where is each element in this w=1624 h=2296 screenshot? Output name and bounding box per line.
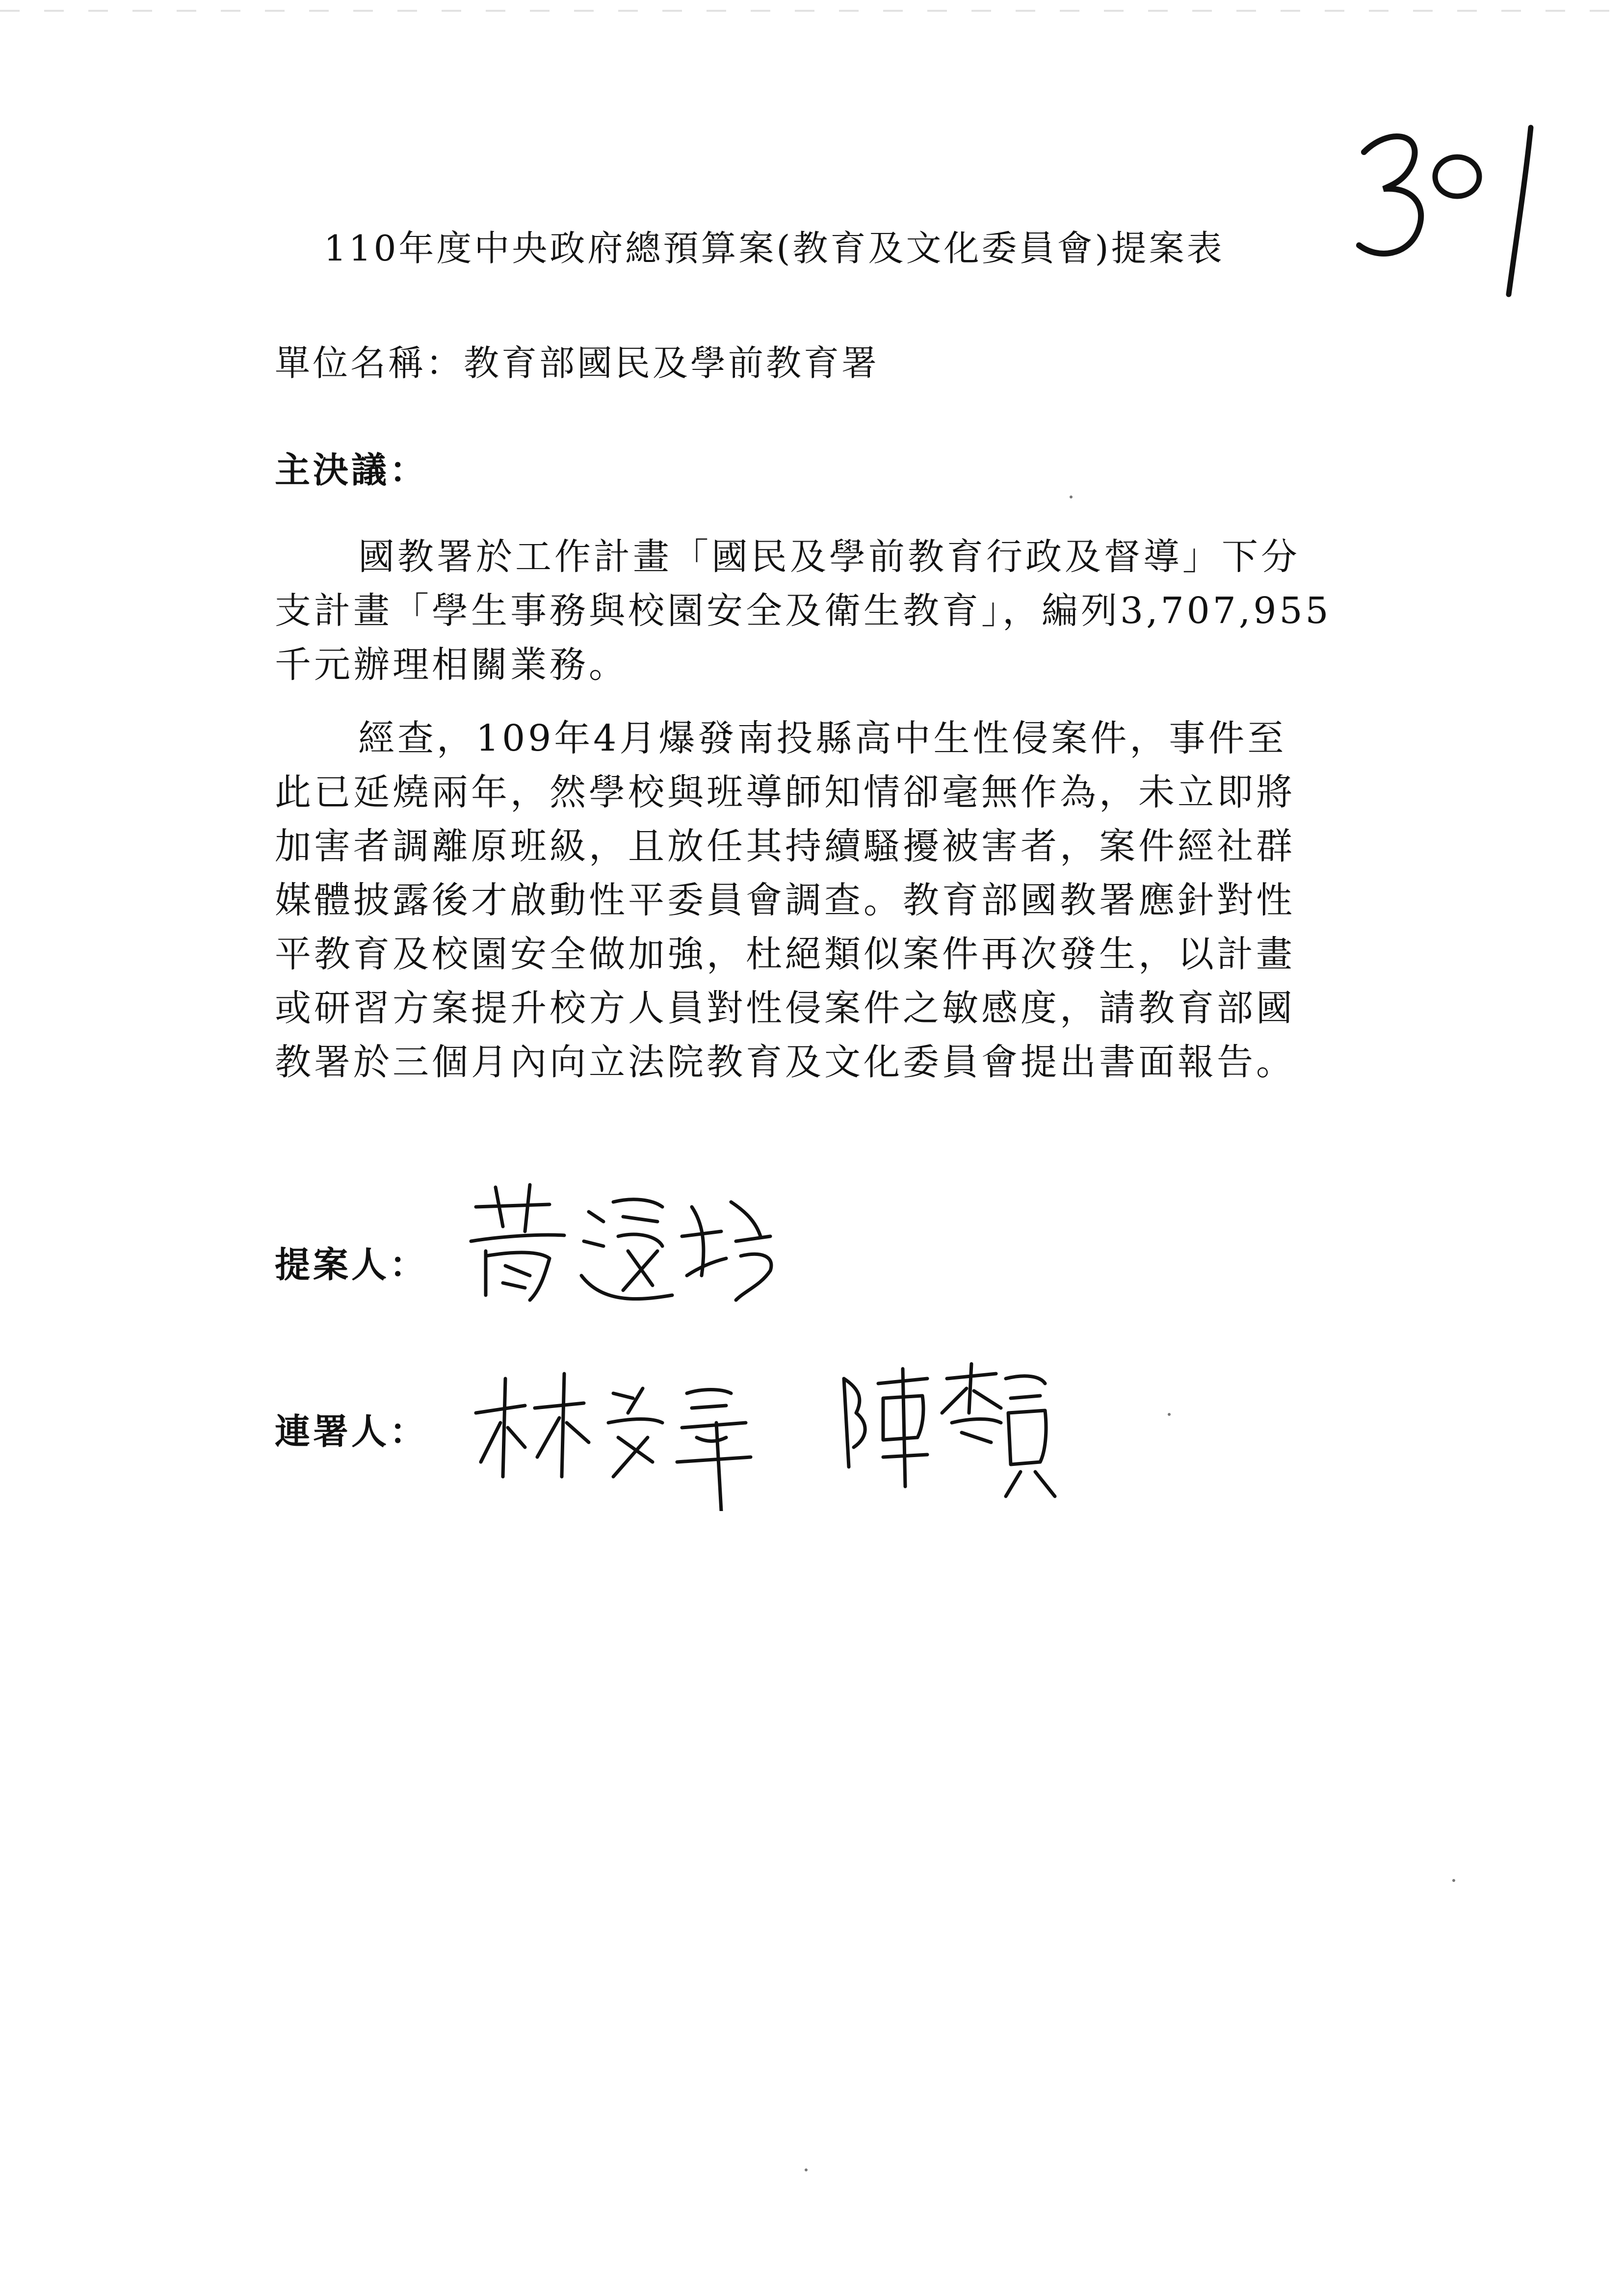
main-resolution-heading: 主決議： xyxy=(275,449,428,491)
proposer-label: 提案人： xyxy=(275,1244,428,1285)
paragraph-line: 支計畫「學生事務與校園安全及衛生教育」，編列3,707,955 xyxy=(275,590,1332,632)
scan-speck xyxy=(805,2168,808,2171)
document-title: 110年度中央政府總預算案(教育及文化委員會)提案表 xyxy=(324,228,1225,269)
paragraph-line: 國教署於工作計畫「國民及學前教育行政及督導」下分 xyxy=(358,536,1300,578)
paragraph-line: 教署於三個月內向立法院教育及文化委員會提出書面報告。 xyxy=(275,1041,1295,1083)
unit-name-value: 教育部國民及學前教育署 xyxy=(464,342,880,384)
resolution-paragraph-1 xyxy=(275,530,1374,692)
unit-name-label: 單位名稱： xyxy=(275,342,464,384)
proposer-signature xyxy=(456,1177,790,1315)
paragraph-line: 媒體披露後才啟動性平委員會調查。教育部國教署應針對性 xyxy=(275,879,1295,921)
paragraph-line: 平教育及校園安全做加強，杜絕類似案件再次發生，以計畫 xyxy=(275,933,1295,975)
paragraph-line: 或研習方案提升校方人員對性侵案件之敏感度，請教育部國 xyxy=(275,987,1295,1029)
paragraph-line: 此已延燒兩年，然學校與班導師知情卻毫無作為，未立即將 xyxy=(275,771,1295,813)
scan-edge-artifact xyxy=(0,10,1624,12)
cosigner-signature-1 xyxy=(471,1364,814,1511)
cosigner-label: 連署人： xyxy=(275,1411,428,1452)
scan-speck xyxy=(1452,1879,1455,1882)
paragraph-line: 加害者調離原班級，且放任其持續騷擾被害者，案件經社群 xyxy=(275,825,1295,867)
handwritten-page-number xyxy=(1344,118,1550,304)
scan-speck xyxy=(1168,1413,1171,1416)
resolution-paragraph-2 xyxy=(275,711,1374,1089)
unit-name-row xyxy=(275,335,879,386)
scan-speck xyxy=(1070,496,1073,498)
cosigner-signature-2 xyxy=(834,1359,1065,1506)
paragraph-line: 千元辦理相關業務。 xyxy=(275,644,628,686)
paragraph-line: 經查，109年4月爆發南投縣高中生性侵案件，事件至 xyxy=(358,717,1287,759)
